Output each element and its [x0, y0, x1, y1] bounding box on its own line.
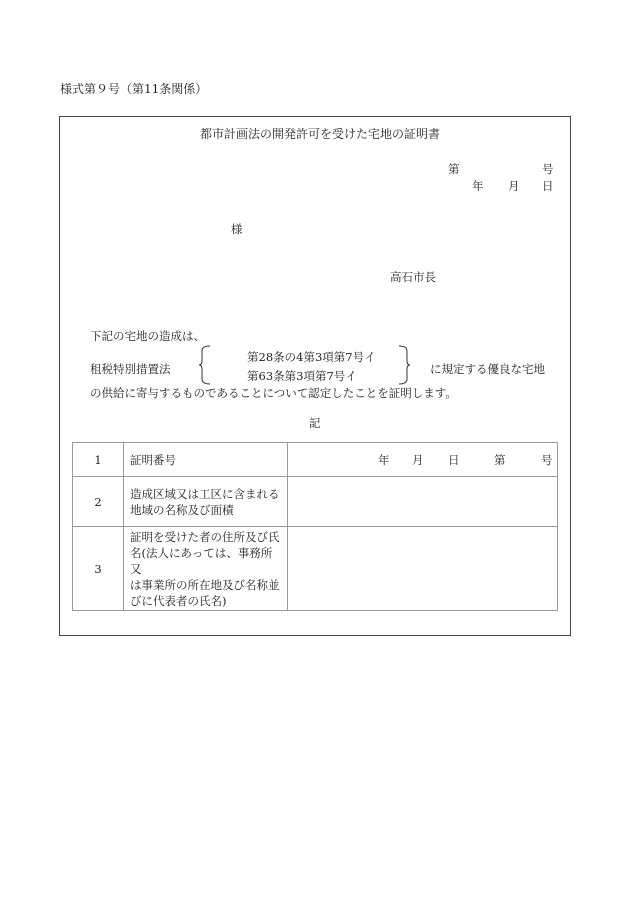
row-number: 1: [73, 443, 124, 477]
row-label-line: 地域の名称及び面積: [130, 502, 234, 517]
right-brace: [397, 345, 411, 385]
row-number: 3: [73, 527, 124, 611]
applicant-value-cell: [288, 527, 558, 611]
row-number: 2: [73, 477, 124, 527]
date-month-label: 月: [508, 179, 520, 193]
number-prefix: 第: [448, 162, 460, 176]
row-label-line: 証明番号: [130, 452, 176, 467]
table-row: [73, 477, 558, 527]
number-suffix: 号: [542, 162, 554, 176]
cell-year-label: 年: [378, 453, 390, 467]
cell-number-suffix: 号: [541, 453, 553, 467]
row-label: [124, 527, 288, 611]
row-label: [124, 477, 288, 527]
table-row: [73, 527, 558, 611]
row-label-line: は事業所の所在地及び名称並: [130, 577, 280, 592]
document-title: 都市計画法の開発許可を受けた宅地の証明書: [200, 127, 441, 141]
certificate-number-cell: [288, 443, 558, 477]
cell-day-label: 日: [448, 453, 460, 467]
law-name: 租税特別措置法: [90, 362, 171, 376]
left-brace: [198, 345, 212, 385]
body-text-line-1: に規定する優良な宅地: [430, 362, 545, 376]
cell-month-label: 月: [412, 453, 424, 467]
row-label-line: 名(法人にあっては、事務所又: [130, 545, 273, 576]
date-day-label: 日: [542, 179, 554, 193]
form-number-label: 様式第９号（第11条関係）: [60, 82, 208, 96]
row-label-line: 造成区域又は工区に含まれる: [130, 486, 280, 501]
date-year-label: 年: [472, 179, 484, 193]
row-label-line: びに代表者の氏名): [130, 593, 227, 608]
table-row: [73, 443, 558, 477]
row-label-line: 証明を受けた者の住所及び氏: [130, 529, 280, 544]
body-intro: 下記の宅地の造成は、: [90, 329, 205, 343]
issuer-name: 高石市長: [390, 270, 436, 284]
certificate-table: [72, 442, 558, 611]
addressee-honorific: 様: [231, 222, 243, 236]
area-value-cell: [288, 477, 558, 527]
cell-number-prefix: 第: [494, 453, 506, 467]
row-label: [124, 443, 288, 477]
article-reference-1: 第28条の4第3項第7号イ: [247, 350, 376, 364]
body-text-line-2: の供給に寄与するものであることについて認定したことを証明します。: [90, 386, 457, 400]
ki-heading: 記: [309, 416, 321, 430]
article-reference-2: 第63条第3項第7号イ: [247, 369, 357, 383]
